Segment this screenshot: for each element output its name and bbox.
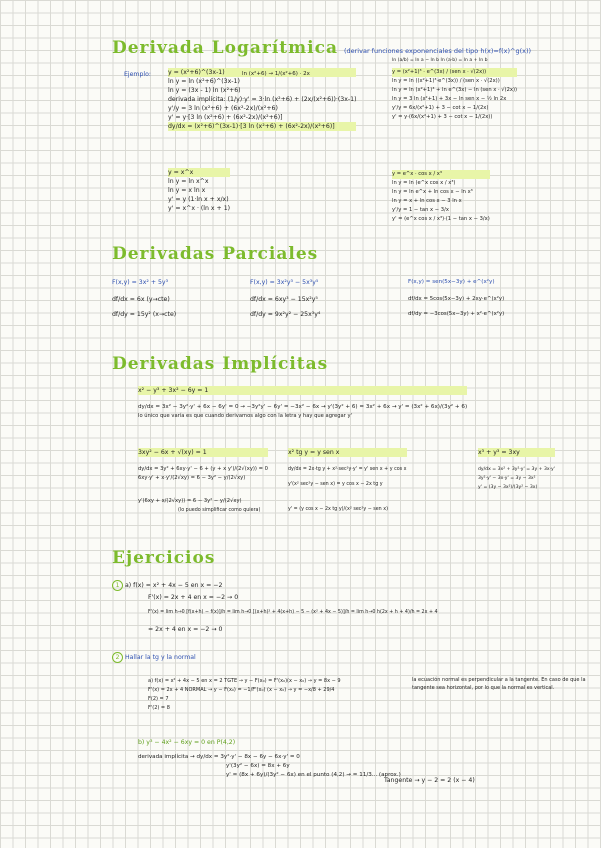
implicita-ex-a (138, 448, 268, 515)
formula-line: y' = (y cos x − 2x tg y)/(x² sec²y − sen x) (288, 507, 388, 512)
section-title-parciales: Derivadas Parciales (112, 244, 319, 264)
formula-line: dy/dx = 3y² + 6xy·y' − 6 + (y + x y')/(2√(xy)) = 0 (138, 466, 268, 472)
ejercicio-number: 2 (112, 652, 123, 663)
formula-line: derivada implícita: (1/y)·y' = 3·ln (x²+6) + (2x/(x²+6))·(3x-1) (168, 96, 357, 103)
ejercicio-line: a) f(x) = x² + 4x − 5 en x = 2 TGTE → y − F(x₀) = F'(x₀)(x − x₀) → y = 8x − 9 (148, 678, 341, 684)
formula-line: ln y = 3 ln (x²+1) + 3x − ln sen x − ½ ln 2x (392, 96, 507, 102)
formula-line: ln y = x ln x (168, 187, 206, 194)
parcial-line: df/dx = 6x (y→cte) (112, 296, 170, 303)
ejercicio-2-note: la ecuación normal es perpendicular a la tangente. En caso de que la tangente sea horizontal, por lo que la normal es vertical. (412, 677, 586, 691)
ejercicio-line: F'(x) = 2x + 4 en x = −2 → 0 (148, 594, 239, 601)
parcial-item-2 (250, 278, 320, 319)
formula-line: 6xy·y' + x·y'/(2√xy) = 6 − 3y² − y/(2√xy) (138, 475, 246, 481)
right-example-block (392, 68, 517, 122)
implicita-ex-b (288, 448, 407, 514)
parcial-line: df/dy = 15y² (x→cte) (112, 311, 177, 318)
section-title-ejercicios: Ejercicios (112, 548, 216, 568)
parcial-head: F(x,y) = 3x²y³ − 5x³y⁵ (250, 279, 319, 286)
section-title-implicitas: Derivadas Implícitas (112, 354, 329, 374)
tangente-line: Tangente → y − 2 = 2 (x − 4) (384, 777, 475, 784)
formula-line: y = e^x · cos x / x³ (392, 170, 490, 179)
section-subtitle: (derivar funciones exponenciales del tipo h(x)=f(x)^g(x)) (343, 47, 532, 55)
ejercicio-line: = 2x + 4 en x = −2 → 0 (148, 626, 223, 633)
ejercicio-head-text: Hallar la tg y la normal (124, 654, 196, 661)
log-rules: ln (a/b) = ln a − ln b ln (a·b) = ln a + ln b (392, 58, 488, 63)
formula-line: y' = y·(6x/(x²+1) + 3 − cot x − 1/(2x)) (392, 114, 493, 120)
right-example2-block (392, 170, 490, 224)
formula-line: y' = (3y − 3x²)/(3y² − 3x) (478, 485, 538, 490)
formula-line: y'/y = 3 ln (x²+6) + (6x²-2x)/(x²+6) (168, 105, 278, 112)
formula-line: y'(x² sec²y − sen x) = y cos x − 2x tg y (288, 482, 383, 487)
formula-line: y = x^x (168, 168, 230, 177)
formula-line: y' = x^x · (ln x + 1) (168, 205, 231, 212)
ejercicio-number: 1 (112, 580, 123, 591)
formula-line: x² − y³ + 3x² − 6y = 1 (138, 386, 467, 395)
ejercicio-2 (112, 652, 341, 713)
formula-line: y'(6xy + x/(2√xy)) = 6 − 3y² − y/(2√xy) (138, 498, 242, 504)
parcial-head: F(x,y) = 3x² + 5y³ (112, 279, 169, 286)
implicita-main (138, 386, 467, 421)
ejercicio-head (112, 580, 438, 591)
formula-line: ln y = ln (x²+6)^(3x-1) (168, 78, 240, 85)
parcial-head: F(x,y) = sen(5x−3y) + e^(x²y) (408, 279, 495, 285)
formula-line: x³ + y³ = 3xy (478, 448, 555, 457)
formula-line: x² tg y = y sen x (288, 448, 407, 457)
formula-line: ln y = (3x - 1) ln (x²+6) (168, 87, 241, 94)
formula-line: dy/dx = (x²+6)^(3x-1)·[3 ln (x²+6) + (6x²-2x)/(x²+6)] (168, 122, 356, 131)
formula-line: 3xy² − 6x + √(xy) = 1 (138, 448, 268, 457)
formula-line: ln y = ln e^x + ln cos x − ln x³ (392, 189, 473, 195)
ejercicio-head-text: a) f(x) = x² + 4x − 5 en x = −2 (124, 582, 223, 589)
formula-line: y = (x²+1)³ · e^(3x) / (sen x · √(2x)) (392, 68, 517, 77)
formula-line: dy/dx = 3x² + 3y²·y' = 3y + 3x·y' (478, 467, 556, 472)
ejercicio-head: b) y³ − 4x² − 6xy = 0 en P(4,2) (138, 739, 236, 746)
formula-line: ln y = ln (e^x cos x / x³) (392, 180, 456, 186)
ejemplo2-block (168, 168, 230, 213)
parcial-line: df/dx = 5cos(5x−3y) + 2xy·e^(x²y) (408, 296, 505, 302)
ejercicio-line: F'(2) = 8 (148, 705, 170, 711)
formula-line: y = (x²+6)^(3x-1) (168, 68, 356, 77)
ejercicio-line: F'(x) = 2x + 4 NORMAL → y − F(x₀) = −1/F'(x₀) (x − x₀) → y = −x/8 + 29/4 (148, 687, 335, 693)
parcial-item-1 (112, 278, 176, 319)
parcial-line: df/dy = −3cos(5x−3y) + x²·e^(x²y) (408, 311, 505, 317)
ejercicio-line: y' = (8x + 6y)/(3y² − 6x) en el punto (4,2) → = 11/3... (aprox.) (226, 772, 401, 778)
formula-line: dy/dx = 2x·tg y + x²·sec²y·y' = y' sen x + y cos x (288, 467, 407, 472)
ejercicio-line: F(2) = 7 (148, 696, 169, 702)
parcial-item-3 (408, 278, 504, 319)
implicita-ex-c (478, 448, 555, 492)
formula-line: 3y²·y' − 3x·y' = 3y − 3x² (478, 476, 536, 481)
parcial-line: df/dy = 9x²y² − 25x³y⁴ (250, 311, 321, 318)
ejercicio-line: y'(3y² − 6x) = 8x + 6y (226, 763, 290, 769)
ejercicio-3 (138, 738, 401, 780)
formula-line: ln y = x + ln cos x − 3 ln x (392, 198, 462, 204)
parcial-line: df/dx = 6xy³ − 15x²y⁵ (250, 296, 318, 303)
formula-line: y'/y = 6x/(x²+1) + 3 − cot x − 1/(2x) (392, 105, 489, 111)
section-title-derivada-logaritmica: Derivada Logarítmica (derivar funciones exponenciales del tipo h(x)=f(x)^g(x)) (112, 38, 532, 58)
note-line: lo único que varía es que cuando derivamos algo con la letra y hay que agregar y' (138, 413, 352, 419)
ejercicio-head (112, 652, 341, 663)
formula-line: y' = y (1·ln x + x/x) (168, 196, 229, 203)
formula-line: ln y = ln (x²+1)³ + ln e^(3x) − ln (sen x · √(2x)) (392, 87, 518, 93)
formula-line: y' = y·[3 ln (x²+6) + (6x²-2x)/(x²+6)] (168, 114, 283, 121)
ejercicio-line: derivada implícita → dy/dx = 3y²·y' − 8x − 6y − 6x·y' = 0 (138, 754, 300, 760)
formula-line: y' = (e^x cos x / x³)·(1 − tan x − 3/x) (392, 216, 490, 222)
formula-line: dy/dx = 3x² − 3y²·y' + 6x − 6y' = 0 → −3y²y' − 6y' = −3x² − 6x → y'(3y² + 6) = 3x² + 6x → y' = (3x² + 6x)/(3y² + 6) (138, 404, 468, 410)
note-line: (lo puedo simplificar como quiera) (178, 508, 261, 513)
formula-line: ln y = ln ((x²+1)³·e^(3x)) / (sen x · √(2x)) (392, 78, 500, 84)
formula-line: y'/y = 1 − tan x − 3/x (392, 207, 449, 213)
ejemplo-label: Ejemplo: (124, 71, 151, 78)
ejercicio-line: F'(x) = lim h→0 [f(x+h) − f(x)]/h = lim h→0 [(x+h)² + 4(x+h) − 5 − (x² + 4x − 5)]/h = lim h→0 h(2x + h + 4)/h = 2x + 4 (148, 610, 438, 615)
side-note: ln (x²+6) → 1/(x²+6) · 2x (242, 71, 310, 77)
formula-line: ln y = ln x^x (168, 178, 209, 185)
ejercicio-1 (112, 580, 438, 634)
